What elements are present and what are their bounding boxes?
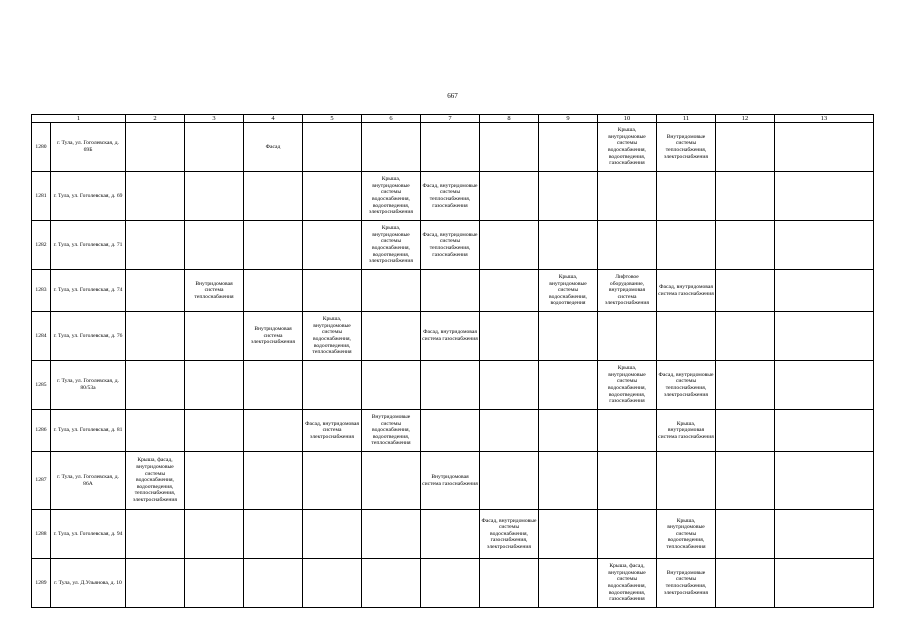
- work-cell-col-3: [126, 559, 185, 608]
- work-cell-col-6: [303, 452, 362, 510]
- work-cell-col-12: [657, 452, 716, 510]
- work-cell-col-12: Крыша, внутридомовая система газоснабжения: [657, 410, 716, 452]
- column-header-8: 8: [480, 115, 539, 123]
- table-row: [32, 123, 874, 172]
- work-cell-col-9: [480, 452, 539, 510]
- work-cell-col-10: [539, 410, 598, 452]
- work-cell-col-7: [362, 361, 421, 410]
- column-header-3: 3: [185, 115, 244, 123]
- address-cell: г. Тула, ул. Гоголевская, д. 69Б: [51, 123, 126, 172]
- address-cell: г. Тула, ул. Гоголевская, д. 74: [51, 270, 126, 312]
- work-cell-col-14: [775, 559, 874, 608]
- work-cell-col-14: [775, 221, 874, 270]
- work-cell-col-3: [126, 270, 185, 312]
- work-cell-col-13: [716, 559, 775, 608]
- work-cell-col-5: [244, 510, 303, 559]
- address-cell: г. Тула, ул. Д.Ульянова, д. 10: [51, 559, 126, 608]
- work-cell-col-4: [185, 361, 244, 410]
- work-cell-col-5: [244, 221, 303, 270]
- work-cell-col-7: [362, 270, 421, 312]
- work-cell-col-13: [716, 410, 775, 452]
- row-number: 1280: [32, 123, 51, 172]
- work-cell-col-11: [598, 452, 657, 510]
- work-cell-col-4: [185, 410, 244, 452]
- work-cell-col-10: [539, 559, 598, 608]
- work-cell-col-9: [480, 172, 539, 221]
- row-number: 1283: [32, 270, 51, 312]
- address-cell: г. Тула, ул. Гоголевская, д. 71: [51, 221, 126, 270]
- column-header-13: 13: [775, 115, 874, 123]
- work-cell-col-13: [716, 452, 775, 510]
- work-cell-col-9: [480, 270, 539, 312]
- row-number: 1286: [32, 410, 51, 452]
- work-cell-col-13: [716, 361, 775, 410]
- work-cell-col-6: Крыша, внутридомовые системы водоснабжения, водоотведения, теплоснабжения: [303, 312, 362, 361]
- work-cell-col-7: [362, 312, 421, 361]
- work-cell-col-4: [185, 559, 244, 608]
- work-cell-col-12: [657, 221, 716, 270]
- work-cell-col-13: [716, 312, 775, 361]
- work-cell-col-3: [126, 410, 185, 452]
- work-cell-col-7: [362, 123, 421, 172]
- work-cell-col-8: Фасад, внутридомовая система газоснабжения: [421, 312, 480, 361]
- column-header-9: 9: [539, 115, 598, 123]
- work-cell-col-4: [185, 312, 244, 361]
- work-cell-col-11: Крыша, внутридомовые системы водоснабжения, водоотведения, газоснабжения: [598, 361, 657, 410]
- work-cell-col-6: [303, 510, 362, 559]
- work-cell-col-4: [185, 510, 244, 559]
- work-cell-col-14: [775, 361, 874, 410]
- column-header-12: 12: [716, 115, 775, 123]
- work-cell-col-6: [303, 221, 362, 270]
- work-cell-col-14: [775, 510, 874, 559]
- work-cell-col-10: [539, 361, 598, 410]
- work-cell-col-8: [421, 123, 480, 172]
- row-number: 1285: [32, 361, 51, 410]
- work-cell-col-8: Фасад, внутридомовые системы теплоснабжения, газоснабжения: [421, 221, 480, 270]
- work-cell-col-7: Крыша, внутридомовые системы водоснабжения, водоотведения, электроснабжения: [362, 172, 421, 221]
- table-row: [32, 312, 874, 361]
- work-cell-col-11: Крыша, внутридомовые системы водоснабжения, водоотведения, газоснабжения: [598, 123, 657, 172]
- column-header-5: 5: [303, 115, 362, 123]
- work-cell-col-8: [421, 559, 480, 608]
- work-cell-col-8: [421, 510, 480, 559]
- work-cell-col-4: [185, 452, 244, 510]
- column-header-11: 11: [657, 115, 716, 123]
- work-cell-col-5: [244, 270, 303, 312]
- table-row: [32, 361, 874, 410]
- work-cell-col-11: [598, 410, 657, 452]
- work-cell-col-8: [421, 410, 480, 452]
- work-cell-col-9: [480, 559, 539, 608]
- work-cell-col-11: Лифтовое оборудование, внутридомовая система электроснабжения: [598, 270, 657, 312]
- page-number: 667: [447, 92, 458, 100]
- work-cell-col-13: [716, 221, 775, 270]
- work-cell-col-4: [185, 123, 244, 172]
- header-row: [32, 115, 874, 123]
- work-cell-col-5: Фасад: [244, 123, 303, 172]
- column-header-4: 4: [244, 115, 303, 123]
- work-cell-col-7: [362, 510, 421, 559]
- work-cell-col-12: Крыша, внутридомовые системы водоотведения, теплоснабжения: [657, 510, 716, 559]
- work-cell-col-3: [126, 221, 185, 270]
- row-number: 1288: [32, 510, 51, 559]
- table-row: [32, 221, 874, 270]
- address-cell: г. Тула, ул. Гоголевская, д. 81: [51, 410, 126, 452]
- work-cell-col-14: [775, 312, 874, 361]
- work-cell-col-8: [421, 361, 480, 410]
- work-cell-col-9: [480, 312, 539, 361]
- column-header-2: 2: [126, 115, 185, 123]
- work-cell-col-4: Внутридомовая система теплоснабжения: [185, 270, 244, 312]
- work-cell-col-10: Крыша, внутридомовые системы водоснабжения, водоотведения: [539, 270, 598, 312]
- row-number: 1282: [32, 221, 51, 270]
- address-cell: г. Тула, ул. Гоголевская, д. 80/53а: [51, 361, 126, 410]
- address-cell: г. Тула, ул. Гоголевская, д. 94: [51, 510, 126, 559]
- work-cell-col-5: [244, 559, 303, 608]
- work-cell-col-8: [421, 270, 480, 312]
- work-cell-col-6: [303, 172, 362, 221]
- work-cell-col-9: [480, 123, 539, 172]
- work-cell-col-13: [716, 510, 775, 559]
- work-cell-col-7: [362, 559, 421, 608]
- work-cell-col-9: [480, 221, 539, 270]
- work-cell-col-6: [303, 270, 362, 312]
- work-cell-col-10: [539, 510, 598, 559]
- work-cell-col-7: Крыша, внутридомовые системы водоснабжения, водоотведения, электроснабжения: [362, 221, 421, 270]
- work-cell-col-5: Внутридомовая система электроснабжения: [244, 312, 303, 361]
- work-cell-col-12: Фасад, внутридомовые системы теплоснабжения, электроснабжения: [657, 361, 716, 410]
- table-row: [32, 410, 874, 452]
- table-row: [32, 452, 874, 510]
- column-header-7: 7: [421, 115, 480, 123]
- row-number: 1281: [32, 172, 51, 221]
- work-cell-col-10: [539, 123, 598, 172]
- work-cell-col-4: [185, 221, 244, 270]
- row-number: 1289: [32, 559, 51, 608]
- row-number: 1287: [32, 452, 51, 510]
- work-cell-col-5: [244, 410, 303, 452]
- work-cell-col-8: Фасад, внутридомовые системы теплоснабжения, газоснабжения: [421, 172, 480, 221]
- table-row: [32, 270, 874, 312]
- work-cell-col-12: [657, 172, 716, 221]
- work-cell-col-4: [185, 172, 244, 221]
- work-cell-col-3: [126, 123, 185, 172]
- table-row: [32, 559, 874, 608]
- work-cell-col-13: [716, 123, 775, 172]
- work-cell-col-6: [303, 361, 362, 410]
- work-cell-col-12: Фасад, внутридомовая система газоснабжения: [657, 270, 716, 312]
- work-cell-col-14: [775, 123, 874, 172]
- work-cell-col-12: Внутридомовые системы теплоснабжения, электроснабжения: [657, 123, 716, 172]
- work-cell-col-12: [657, 312, 716, 361]
- work-cell-col-14: [775, 452, 874, 510]
- work-cell-col-5: [244, 452, 303, 510]
- work-cell-col-7: [362, 452, 421, 510]
- work-cell-col-5: [244, 172, 303, 221]
- work-cell-col-14: [775, 172, 874, 221]
- address-cell: г. Тула, ул. Гоголевская, д. 86А: [51, 452, 126, 510]
- work-cell-col-11: Крыша, фасад, внутридомовые системы водоснабжения, водоотведения, газоснабжения: [598, 559, 657, 608]
- address-cell: г. Тула, ул. Гоголевская, д. 69: [51, 172, 126, 221]
- work-cell-col-3: [126, 172, 185, 221]
- table-row: [32, 172, 874, 221]
- work-cell-col-13: [716, 172, 775, 221]
- work-cell-col-5: [244, 361, 303, 410]
- work-cell-col-11: [598, 510, 657, 559]
- column-header-10: 10: [598, 115, 657, 123]
- address-cell: г. Тула, ул. Гоголевская, д. 76: [51, 312, 126, 361]
- work-cell-col-6: Фасад, внутридомовая система электроснабжения: [303, 410, 362, 452]
- work-cell-col-10: [539, 312, 598, 361]
- work-cell-col-7: Внутридомовые системы водоснабжения, водоотведения, теплоснабжения: [362, 410, 421, 452]
- schedule-table: [31, 114, 874, 608]
- table-row: [32, 510, 874, 559]
- work-cell-col-10: [539, 172, 598, 221]
- work-cell-col-9: Фасад, внутридомовые системы водоснабжения, газоснабжения, электроснабжения: [480, 510, 539, 559]
- work-cell-col-8: Внутридомовая система газоснабжения: [421, 452, 480, 510]
- work-cell-col-11: [598, 172, 657, 221]
- row-number: 1284: [32, 312, 51, 361]
- column-header-1: 1: [32, 115, 126, 123]
- work-cell-col-14: [775, 410, 874, 452]
- work-cell-col-3: [126, 361, 185, 410]
- work-cell-col-13: [716, 270, 775, 312]
- work-cell-col-12: Внутридомовые системы теплоснабжения, электроснабжения: [657, 559, 716, 608]
- work-cell-col-6: [303, 123, 362, 172]
- work-cell-col-3: Крыша, фасад, внутридомовые системы водоснабжения, водоотведения, теплоснабжения, электроснабжения: [126, 452, 185, 510]
- work-cell-col-9: [480, 410, 539, 452]
- work-cell-col-14: [775, 270, 874, 312]
- column-header-6: 6: [362, 115, 421, 123]
- work-cell-col-3: [126, 312, 185, 361]
- work-cell-col-9: [480, 361, 539, 410]
- work-cell-col-6: [303, 559, 362, 608]
- work-cell-col-10: [539, 452, 598, 510]
- work-cell-col-11: [598, 221, 657, 270]
- work-cell-col-3: [126, 510, 185, 559]
- work-cell-col-11: [598, 312, 657, 361]
- work-cell-col-10: [539, 221, 598, 270]
